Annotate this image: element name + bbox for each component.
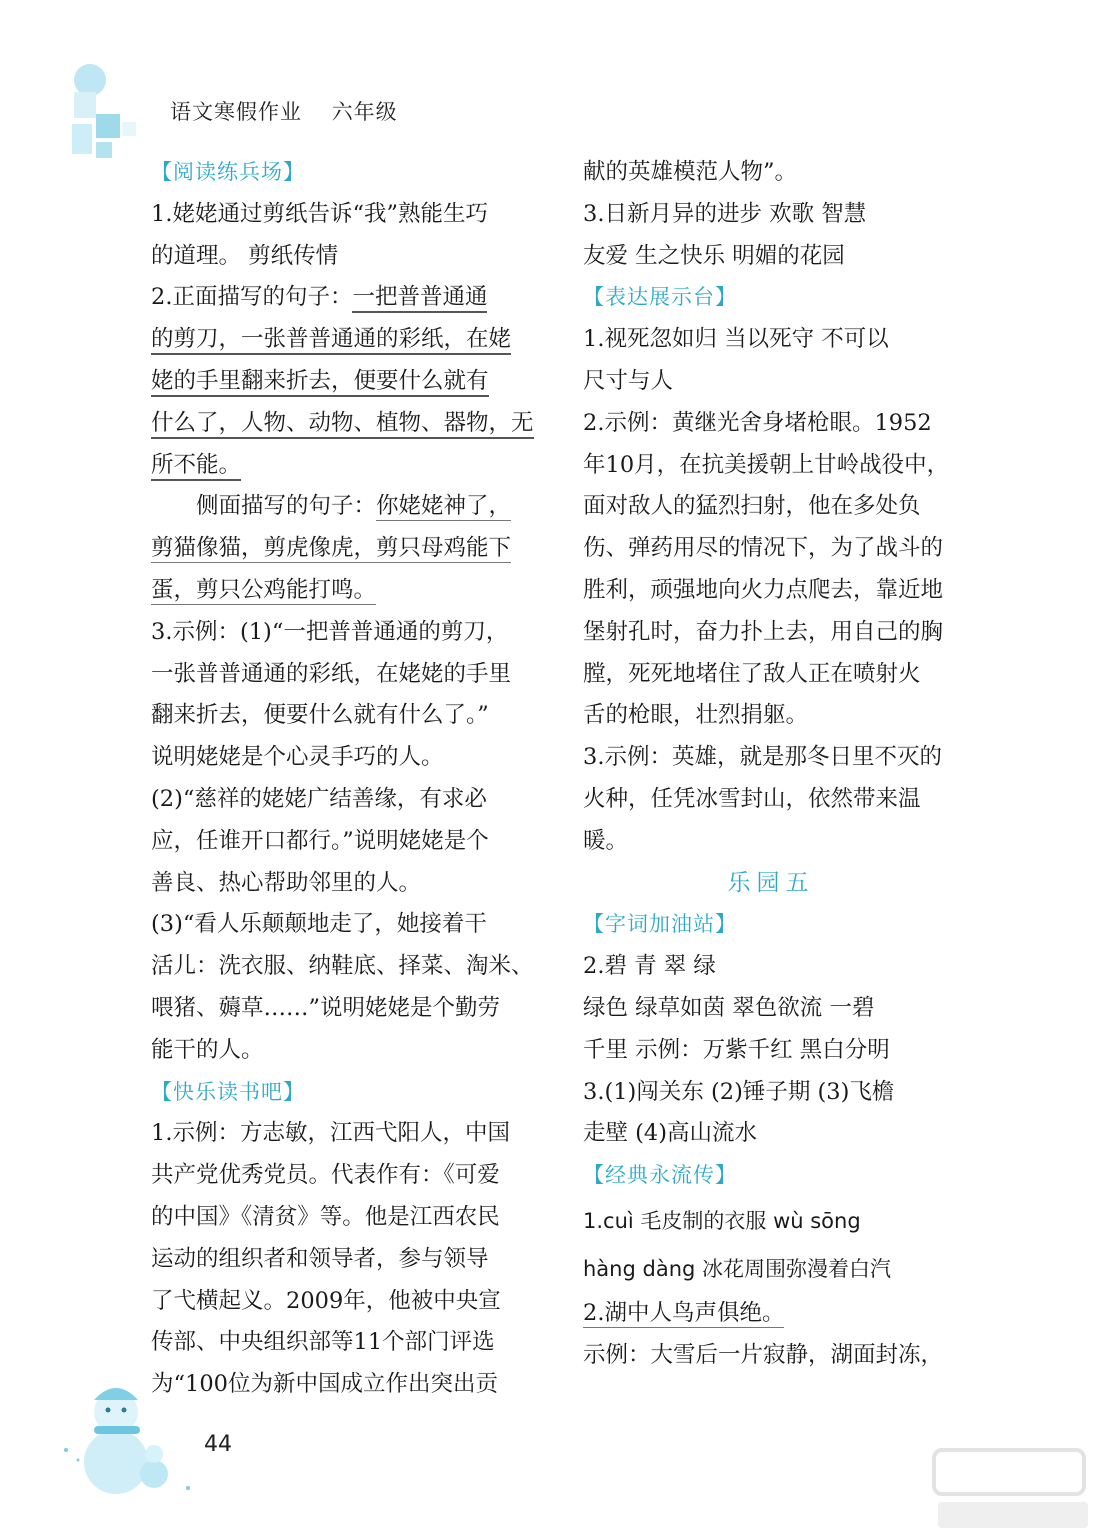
answer-line: 能干的人。 bbox=[151, 1036, 264, 1063]
answer-line: 活儿：洗衣服、纳鞋底、择菜、淘米、 bbox=[151, 953, 534, 980]
answer-line: 1.视死忽如归 当以死守 不可以 bbox=[583, 326, 889, 353]
chapter-title: 乐园五 bbox=[727, 869, 815, 896]
answer-line: 友爱 生之快乐 明媚的花园 bbox=[583, 242, 845, 269]
underlined-text: 你姥姥神了， bbox=[376, 493, 512, 520]
answer-line: 走壁 (4)高山流水 bbox=[583, 1120, 758, 1147]
left-column bbox=[151, 152, 534, 1406]
underlined-text: 姥的手里翻来折去，便要什么就有 bbox=[151, 368, 489, 397]
answer-line: 伤、弹药用尽的情况下，为了战斗的 bbox=[583, 535, 944, 562]
answer-line: 1.姥姥通过剪纸告诉“我”熟能生巧 bbox=[151, 200, 488, 227]
snowman-icon bbox=[58, 1370, 198, 1500]
answer-line: 年10月，在抗美援朝上甘岭战役中， bbox=[583, 451, 950, 478]
answer-line: 千里 示例：万紫千红 黑白分明 bbox=[583, 1036, 890, 1063]
answer-line: 为“100位为新中国成立作出突出贡 bbox=[151, 1371, 498, 1398]
page-number: 44 bbox=[204, 1432, 232, 1457]
answer-line: 2.示例：黄继光舍身堵枪眼。1952 bbox=[583, 409, 932, 436]
answer-line: 暖。 bbox=[583, 827, 629, 854]
answer-line: 一张普普通通的彩纸，在姥姥的手里 bbox=[151, 660, 512, 687]
underlined-text: 什么了，人物、动物、植物、器物，无 bbox=[151, 410, 534, 439]
answer-line: 的中国》《清贫》等。他是江西农民 bbox=[151, 1203, 500, 1230]
answer-line: 示例：大雪后一片寂静，湖面封冻， bbox=[583, 1341, 944, 1368]
answer-line: 胜利，顽强地向火力点爬去，靠近地 bbox=[583, 576, 944, 603]
answer-line: 应，任谁开口都行。”说明姥姥是个 bbox=[151, 827, 489, 854]
answer-line: 共产党优秀党员。代表作有：《可爱 bbox=[151, 1162, 500, 1189]
answer-line: hàng dàng 冰花周围弥漫着白汽 bbox=[583, 1256, 892, 1281]
answer-line: 献的英雄模范人物”。 bbox=[583, 159, 798, 185]
answer-line bbox=[151, 486, 527, 528]
answer-line: 了弋横起义。2009年，他被中央宣 bbox=[151, 1287, 501, 1314]
answer-line: 传部、中央组织部等11个部门评选 bbox=[151, 1329, 495, 1356]
page-header bbox=[170, 96, 420, 126]
section-heading-classic: 【经典永流传】 bbox=[583, 1163, 737, 1188]
answer-line: 3.示例：英雄，就是那冬日里不灭的 bbox=[583, 744, 942, 771]
section-heading-reading: 【阅读练兵场】 bbox=[151, 160, 305, 184]
answer-text: 2.正面描写的句子： bbox=[151, 284, 353, 311]
section-heading-books: 【快乐读书吧】 bbox=[151, 1079, 305, 1104]
answer-line: 火种，任凭冰雪封山，依然带来温 bbox=[583, 785, 921, 812]
answer-line: 3.示例：(1)“一把普普通通的剪刀， bbox=[151, 618, 509, 645]
answer-line: 3.(1)闯关东 (2)锤子期 (3)飞檐 bbox=[583, 1078, 895, 1105]
answer-line: 善良、热心帮助邻里的人。 bbox=[151, 869, 422, 896]
snowflake-block-decoration bbox=[66, 62, 146, 162]
section-heading-words: 【字词加油站】 bbox=[583, 912, 737, 937]
answer-line: (3)“看人乐颠颠地走了，她接着干 bbox=[151, 911, 487, 938]
answer-line: 翻来折去，便要什么就有什么了。” bbox=[151, 702, 489, 729]
answer-line: 舌的枪眼，壮烈捐躯。 bbox=[583, 702, 809, 729]
right-column bbox=[583, 152, 959, 1377]
answer-line: (2)“慈祥的姥姥广结善缘，有求必 bbox=[151, 785, 487, 812]
underlined-text: 剪猫像猫，剪虎像虎，剪只母鸡能下 bbox=[151, 535, 512, 562]
answer-line: 1.示例：方志敏，江西弋阳人，中国 bbox=[151, 1120, 510, 1147]
underlined-text: 的剪刀，一张普普通通的彩纸，在姥 bbox=[151, 326, 511, 355]
answer-line: 喂猪、薅草……”说明姥姥是个勤劳 bbox=[151, 994, 501, 1021]
grade-label: 六年级 bbox=[331, 100, 398, 124]
answer-line: 绿色 绿草如茵 翠色欲流 一碧 bbox=[583, 994, 875, 1021]
section-heading-express: 【表达展示台】 bbox=[583, 285, 737, 310]
answer-line: 堡射孔时，奋力扑上去，用自己的胸 bbox=[583, 618, 944, 645]
watermark-logo bbox=[928, 1440, 1098, 1532]
answer-line: 的道理。 剪纸传情 bbox=[151, 242, 339, 269]
answer-line bbox=[151, 277, 527, 319]
answer-line: 1.cuì 毛皮制的衣服 wù sōng bbox=[583, 1208, 861, 1233]
answer-text: 侧面描写的句子： bbox=[196, 493, 377, 520]
answer-line: 2.碧 青 翠 绿 bbox=[583, 953, 716, 980]
answer-line: 尺寸与人 bbox=[583, 367, 674, 394]
answer-line: 面对敌人的猛烈扫射，他在多处负 bbox=[583, 493, 921, 520]
answer-line: 说明姥姥是个心灵手巧的人。 bbox=[151, 744, 444, 771]
answer-line: 运动的组织者和领导者，参与领导 bbox=[151, 1245, 489, 1272]
book-title: 语文寒假作业 bbox=[170, 100, 302, 124]
underlined-text: 一把普普通通 bbox=[352, 284, 487, 313]
underlined-text: 所不能。 bbox=[151, 452, 241, 481]
underlined-text: 蛋，剪只公鸡能打鸣。 bbox=[151, 576, 377, 603]
answer-line: 3.日新月异的进步 欢歌 智慧 bbox=[583, 200, 867, 227]
answer-line: 膛，死死地堵住了敌人正在喷射火 bbox=[583, 660, 921, 687]
underlined-text: 2.湖中人鸟声俱绝。 bbox=[583, 1299, 785, 1326]
